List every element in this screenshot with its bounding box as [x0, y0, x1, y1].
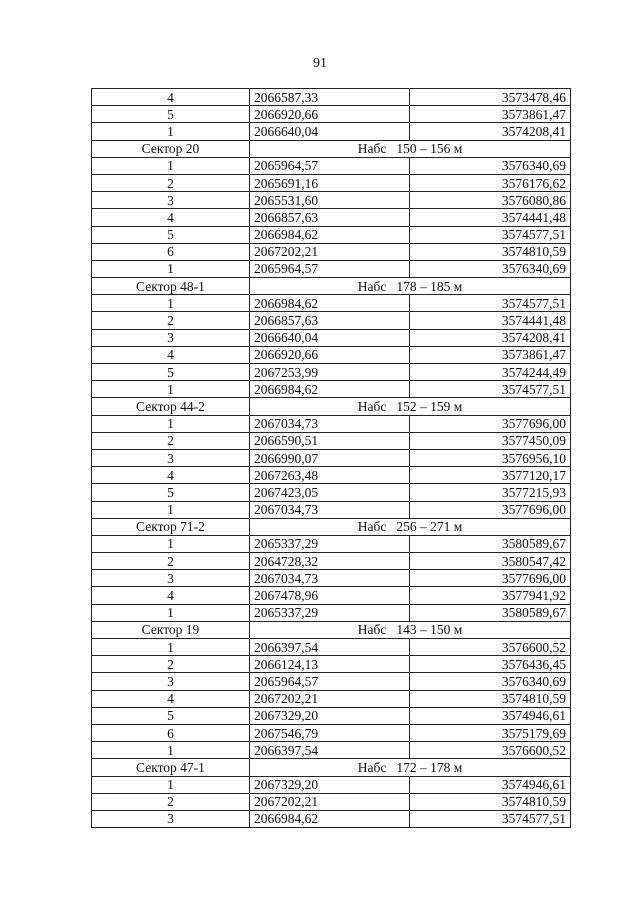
- point-number: 1: [92, 742, 250, 759]
- x-coordinate: 2066920,66: [250, 106, 410, 123]
- x-coordinate: 2067034,73: [250, 501, 410, 518]
- point-number: 5: [92, 707, 250, 724]
- y-coordinate: 3576176,62: [410, 174, 571, 191]
- point-number: 4: [92, 690, 250, 707]
- y-coordinate: 3573861,47: [410, 346, 571, 363]
- table-row: [92, 656, 571, 673]
- table-row: [92, 312, 571, 329]
- table-row: [92, 415, 571, 432]
- y-coordinate: 3574441,48: [410, 209, 571, 226]
- y-coordinate: 3580589,67: [410, 604, 571, 621]
- x-coordinate: 2065964,57: [250, 260, 410, 277]
- y-coordinate: 3574577,51: [410, 226, 571, 243]
- table-row: [92, 174, 571, 191]
- y-coordinate: 3576600,52: [410, 639, 571, 656]
- height-range: 172 – 178 м: [396, 759, 463, 775]
- y-coordinate: 3574577,51: [410, 810, 571, 827]
- x-coordinate: 2066397,54: [250, 742, 410, 759]
- y-coordinate: 3576340,69: [410, 260, 571, 277]
- point-number: 3: [92, 329, 250, 346]
- height-label: Набс: [357, 759, 387, 775]
- point-number: 2: [92, 793, 250, 810]
- x-coordinate: 2064728,32: [250, 553, 410, 570]
- sector-height-range: [250, 759, 571, 776]
- table-row: [92, 89, 571, 106]
- table-row: [92, 209, 571, 226]
- table-row: [92, 295, 571, 312]
- point-number: 3: [92, 810, 250, 827]
- height-label: Набс: [357, 141, 387, 157]
- height-label: Набс: [357, 622, 387, 638]
- point-number: 1: [92, 157, 250, 174]
- table-row: [92, 329, 571, 346]
- y-coordinate: 3576340,69: [410, 157, 571, 174]
- y-coordinate: 3580589,67: [410, 535, 571, 552]
- table-row: [92, 793, 571, 810]
- point-number: 4: [92, 467, 250, 484]
- y-coordinate: 3577696,00: [410, 415, 571, 432]
- height-range: 178 – 185 м: [396, 278, 463, 294]
- point-number: 1: [92, 123, 250, 140]
- x-coordinate: 2066984,62: [250, 226, 410, 243]
- y-coordinate: 3574946,61: [410, 707, 571, 724]
- sector-header-row: [92, 621, 571, 638]
- table-row: [92, 742, 571, 759]
- y-coordinate: 3574244,49: [410, 364, 571, 381]
- point-number: 5: [92, 226, 250, 243]
- x-coordinate: 2065337,29: [250, 535, 410, 552]
- x-coordinate: 2066984,62: [250, 810, 410, 827]
- sector-height-range: [250, 621, 571, 638]
- x-coordinate: 2067329,20: [250, 707, 410, 724]
- x-coordinate: 2066857,63: [250, 312, 410, 329]
- x-coordinate: 2065531,60: [250, 192, 410, 209]
- height-range: 152 – 159 м: [396, 398, 463, 414]
- x-coordinate: 2067546,79: [250, 724, 410, 741]
- x-coordinate: 2066857,63: [250, 209, 410, 226]
- x-coordinate: 2066124,13: [250, 656, 410, 673]
- table-row: [92, 123, 571, 140]
- table-row: [92, 724, 571, 741]
- x-coordinate: 2066984,62: [250, 381, 410, 398]
- table-row: [92, 381, 571, 398]
- point-number: 6: [92, 243, 250, 260]
- point-number: 2: [92, 432, 250, 449]
- table-row: [92, 346, 571, 363]
- x-coordinate: 2065964,57: [250, 157, 410, 174]
- x-coordinate: 2066590,51: [250, 432, 410, 449]
- height-range: 150 – 156 м: [396, 141, 463, 157]
- y-coordinate: 3576956,10: [410, 449, 571, 466]
- table-row: [92, 707, 571, 724]
- table-row: [92, 157, 571, 174]
- x-coordinate: 2067202,21: [250, 243, 410, 260]
- x-coordinate: 2066920,66: [250, 346, 410, 363]
- y-coordinate: 3574810,59: [410, 793, 571, 810]
- sector-name: Сектор 20: [92, 140, 250, 157]
- table-row: [92, 604, 571, 621]
- point-number: 2: [92, 656, 250, 673]
- y-coordinate: 3580547,42: [410, 553, 571, 570]
- x-coordinate: 2066984,62: [250, 295, 410, 312]
- sector-name: Сектор 48-1: [92, 278, 250, 295]
- point-number: 1: [92, 501, 250, 518]
- table-row: [92, 432, 571, 449]
- table-row: [92, 467, 571, 484]
- coordinates-table-body: [92, 89, 571, 828]
- sector-header-row: [92, 518, 571, 535]
- table-row: [92, 484, 571, 501]
- sector-height-range: [250, 140, 571, 157]
- y-coordinate: 3574441,48: [410, 312, 571, 329]
- x-coordinate: 2066990,07: [250, 449, 410, 466]
- point-number: 1: [92, 639, 250, 656]
- table-row: [92, 673, 571, 690]
- point-number: 3: [92, 192, 250, 209]
- point-number: 4: [92, 587, 250, 604]
- point-number: 1: [92, 604, 250, 621]
- height-range: 143 – 150 м: [396, 622, 463, 638]
- point-number: 1: [92, 535, 250, 552]
- sector-header-row: [92, 140, 571, 157]
- table-row: [92, 690, 571, 707]
- sector-name: Сектор 19: [92, 621, 250, 638]
- coordinates-table: [91, 88, 571, 828]
- y-coordinate: 3577215,93: [410, 484, 571, 501]
- height-label: Набс: [357, 398, 387, 414]
- table-row: [92, 776, 571, 793]
- table-row: [92, 810, 571, 827]
- y-coordinate: 3575179,69: [410, 724, 571, 741]
- y-coordinate: 3576340,69: [410, 673, 571, 690]
- table-row: [92, 535, 571, 552]
- point-number: 1: [92, 415, 250, 432]
- x-coordinate: 2067034,73: [250, 415, 410, 432]
- y-coordinate: 3577696,00: [410, 570, 571, 587]
- sector-name: Сектор 47-1: [92, 759, 250, 776]
- point-number: 2: [92, 312, 250, 329]
- x-coordinate: 2065964,57: [250, 673, 410, 690]
- height-label: Набс: [357, 519, 387, 535]
- x-coordinate: 2066640,04: [250, 123, 410, 140]
- y-coordinate: 3574946,61: [410, 776, 571, 793]
- x-coordinate: 2067034,73: [250, 570, 410, 587]
- point-number: 5: [92, 106, 250, 123]
- table-row: [92, 226, 571, 243]
- y-coordinate: 3576436,45: [410, 656, 571, 673]
- table-row: [92, 260, 571, 277]
- x-coordinate: 2065337,29: [250, 604, 410, 621]
- table-row: [92, 501, 571, 518]
- x-coordinate: 2067202,21: [250, 690, 410, 707]
- y-coordinate: 3577450,09: [410, 432, 571, 449]
- point-number: 3: [92, 570, 250, 587]
- y-coordinate: 3574810,59: [410, 243, 571, 260]
- point-number: 4: [92, 209, 250, 226]
- point-number: 3: [92, 449, 250, 466]
- table-row: [92, 639, 571, 656]
- x-coordinate: 2067253,99: [250, 364, 410, 381]
- sector-height-range: [250, 398, 571, 415]
- x-coordinate: 2065691,16: [250, 174, 410, 191]
- x-coordinate: 2067202,21: [250, 793, 410, 810]
- x-coordinate: 2067263,48: [250, 467, 410, 484]
- y-coordinate: 3576600,52: [410, 742, 571, 759]
- x-coordinate: 2066587,33: [250, 89, 410, 106]
- table-row: [92, 192, 571, 209]
- sector-header-row: [92, 278, 571, 295]
- x-coordinate: 2067478,96: [250, 587, 410, 604]
- point-number: 1: [92, 776, 250, 793]
- x-coordinate: 2066640,04: [250, 329, 410, 346]
- y-coordinate: 3576080,86: [410, 192, 571, 209]
- y-coordinate: 3573861,47: [410, 106, 571, 123]
- y-coordinate: 3574577,51: [410, 295, 571, 312]
- y-coordinate: 3577941,92: [410, 587, 571, 604]
- height-range: 256 – 271 м: [396, 519, 463, 535]
- sector-header-row: [92, 759, 571, 776]
- sector-name: Сектор 71-2: [92, 518, 250, 535]
- y-coordinate: 3577120,17: [410, 467, 571, 484]
- y-coordinate: 3574577,51: [410, 381, 571, 398]
- table-row: [92, 364, 571, 381]
- table-row: [92, 553, 571, 570]
- sector-height-range: [250, 518, 571, 535]
- sector-header-row: [92, 398, 571, 415]
- y-coordinate: 3577696,00: [410, 501, 571, 518]
- point-number: 1: [92, 260, 250, 277]
- sector-height-range: [250, 278, 571, 295]
- point-number: 4: [92, 89, 250, 106]
- point-number: 2: [92, 553, 250, 570]
- point-number: 4: [92, 346, 250, 363]
- y-coordinate: 3574810,59: [410, 690, 571, 707]
- point-number: 1: [92, 295, 250, 312]
- point-number: 3: [92, 673, 250, 690]
- point-number: 2: [92, 174, 250, 191]
- table-row: [92, 587, 571, 604]
- page-number: 91: [313, 56, 327, 71]
- table-row: [92, 570, 571, 587]
- table-row: [92, 243, 571, 260]
- y-coordinate: 3574208,41: [410, 329, 571, 346]
- x-coordinate: 2066397,54: [250, 639, 410, 656]
- table-row: [92, 106, 571, 123]
- table-row: [92, 449, 571, 466]
- point-number: 5: [92, 484, 250, 501]
- y-coordinate: 3574208,41: [410, 123, 571, 140]
- point-number: 1: [92, 381, 250, 398]
- y-coordinate: 3573478,46: [410, 89, 571, 106]
- x-coordinate: 2067329,20: [250, 776, 410, 793]
- point-number: 5: [92, 364, 250, 381]
- x-coordinate: 2067423,05: [250, 484, 410, 501]
- sector-name: Сектор 44-2: [92, 398, 250, 415]
- height-label: Набс: [357, 278, 387, 294]
- point-number: 6: [92, 724, 250, 741]
